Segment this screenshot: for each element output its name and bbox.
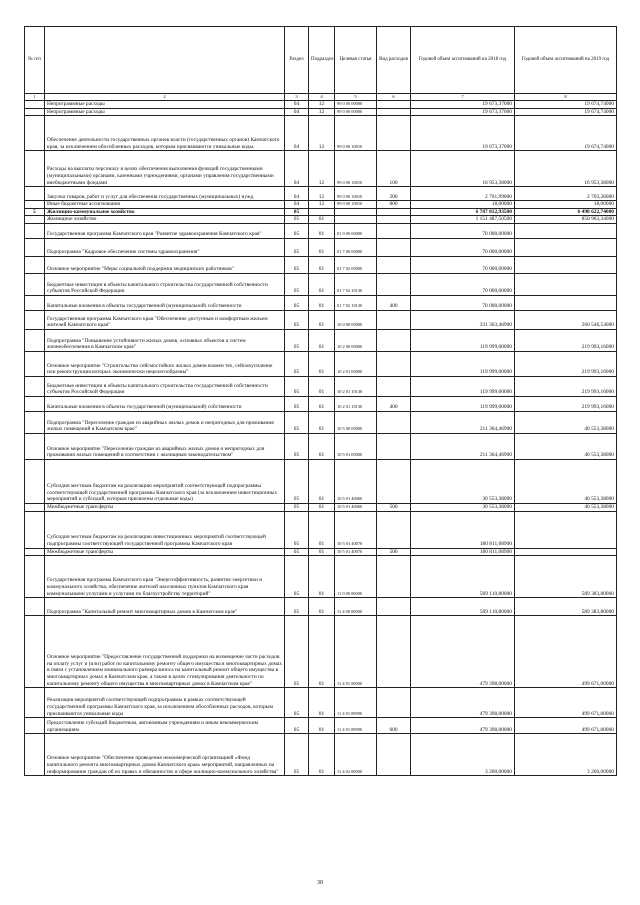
row-target-article: 10 5 01 40060 (335, 459, 377, 503)
row-name: Основное мероприятие "Обеспечение проведения некоммерческой организацией «Фонд капитального ремонта многоквартирных домов Камчатского края» мероприятий, направленных на информирование граждан об их правах и обязанностях в сфере жилищно-коммунального хозяйства" (45, 734, 285, 776)
table-row (25, 616, 617, 688)
row-amount-2019: 219 993,16000 (515, 329, 617, 351)
row-razdel: 04 (285, 151, 309, 187)
row-name: Обеспечение деятельности государственных органов власти (государственных органов) Камчатского края, за исключением обособленных расходов, которым присваиваются уникальные коды. (45, 116, 285, 151)
row-name: Государственная программа Камчатского края "Обеспечение доступным и комфортным жильем жителей Камчатского края" (45, 310, 285, 329)
row-number (25, 459, 45, 503)
table-row (25, 459, 617, 503)
row-razdel: 05 (285, 310, 309, 329)
table-row (25, 598, 617, 616)
row-number (25, 238, 45, 256)
row-amount-2019: 19 674,74000 (515, 108, 617, 116)
row-amount-2018: 479 398,00000 (411, 688, 515, 718)
row-expense-type (377, 216, 411, 224)
row-razdel: 04 (285, 108, 309, 116)
row-target-article: 99 0 00 10010 (335, 201, 377, 209)
column-index: 5 (335, 94, 377, 101)
row-expense-type: 600 (377, 718, 411, 734)
row-amount-2018: 16 953,38000 (411, 151, 515, 187)
row-expense-type (377, 411, 411, 433)
row-expense-type (377, 688, 411, 718)
row-amount-2019: 18,00000 (515, 201, 617, 209)
table-row (25, 151, 617, 187)
row-amount-2018: 569 110,80000 (411, 598, 515, 616)
row-amount-2019 (515, 295, 617, 310)
row-amount-2019: 499 671,00000 (515, 688, 617, 718)
row-amount-2018: 19 673,37000 (411, 101, 515, 109)
header-row (25, 27, 617, 94)
row-number (25, 396, 45, 411)
row-amount-2019: 589 383,80000 (515, 556, 617, 598)
row-expense-type: 800 (377, 201, 411, 209)
table-row (25, 201, 617, 209)
row-razdel: 05 (285, 616, 309, 688)
row-razdel: 05 (285, 734, 309, 776)
row-amount-2018: 6 787 812,93500 (411, 208, 515, 216)
row-amount-2019 (515, 256, 617, 273)
table-row (25, 329, 617, 351)
row-podrazdel: 01 (309, 376, 335, 396)
header-expense-type: Вид расходов (377, 27, 411, 94)
row-amount-2018: 70 000,00000 (411, 295, 515, 310)
row-name: Подпрограмма "Переселение граждан из аварийных жилых домов и непригодных для проживания жилых помещений в Камчатском крае" (45, 411, 285, 433)
row-razdel: 05 (285, 376, 309, 396)
row-number (25, 310, 45, 329)
table-row (25, 310, 617, 329)
row-podrazdel: 01 (309, 598, 335, 616)
row-amount-2018: 331 363,46900 (411, 310, 515, 329)
row-name: Непрограммные расходы (45, 101, 285, 109)
row-target-article: 01 7 02 10130 (335, 295, 377, 310)
row-razdel: 05 (285, 223, 309, 238)
row-name: Межбюджетные трансферты (45, 548, 285, 556)
table-row (25, 208, 617, 216)
row-target-article (335, 208, 377, 216)
table-row (25, 411, 617, 433)
row-razdel: 05 (285, 295, 309, 310)
row-amount-2019: 16 953,38000 (515, 151, 617, 187)
row-amount-2018: 30 553,38000 (411, 459, 515, 503)
row-amount-2019: 19 674,74000 (515, 101, 617, 109)
column-index: 1 (25, 94, 45, 101)
row-target-article: 10 0 00 00000 (335, 310, 377, 329)
row-target-article: 10 5 01 00000 (335, 433, 377, 459)
row-number (25, 273, 45, 295)
column-index: 3 (285, 94, 309, 101)
row-podrazdel: 01 (309, 459, 335, 503)
row-podrazdel: 01 (309, 556, 335, 598)
row-name: Подпрограмма "Кадровое обеспечение системы здравоохранения" (45, 238, 285, 256)
row-razdel: 05 (285, 433, 309, 459)
row-podrazdel: 01 (309, 273, 335, 295)
header-razdel: Раздел (285, 27, 309, 94)
row-podrazdel: 01 (309, 216, 335, 224)
row-podrazdel: 01 (309, 256, 335, 273)
row-razdel: 05 (285, 351, 309, 376)
row-amount-2018: 119 999,00000 (411, 329, 515, 351)
row-expense-type: 500 (377, 548, 411, 556)
table-row (25, 396, 617, 411)
row-podrazdel: 01 (309, 548, 335, 556)
row-number (25, 256, 45, 273)
row-expense-type (377, 310, 411, 329)
row-podrazdel: 12 (309, 101, 335, 109)
row-podrazdel: 12 (309, 187, 335, 201)
row-amount-2019: 499 671,00000 (515, 718, 617, 734)
row-target-article: 10 5 01 40070 (335, 511, 377, 548)
row-name: Государственная программа Камчатского края "Развитие здравоохранения Камчатского края" (45, 223, 285, 238)
row-name: Основное мероприятие "Меры социальной поддержки медицинских работников" (45, 256, 285, 273)
row-podrazdel: 01 (309, 411, 335, 433)
row-name: Основное мероприятие "Строительство сейсмостойких жилых домов взамен тех, сейсмоусиление или реконструкция которых экономически нецелесообразны" (45, 351, 285, 376)
row-expense-type: 500 (377, 503, 411, 511)
row-expense-type: 100 (377, 151, 411, 187)
row-target-article: 99 0 00 10010 (335, 151, 377, 187)
row-amount-2019: 40 553,38000 (515, 433, 617, 459)
row-number: 5 (25, 208, 45, 216)
row-amount-2018: 569 110,80000 (411, 556, 515, 598)
row-amount-2019: 499 671,00000 (515, 616, 617, 688)
row-name: Реализация мероприятий соответствующей подпрограммы в рамках соответствующей государственной программы Камчатского края, за исключением обособленных расходов, которым присваиваются уникальные коды (45, 688, 285, 718)
row-expense-type (377, 459, 411, 503)
row-podrazdel: 01 (309, 396, 335, 411)
row-name: Основное мероприятие "Предоставление государственной поддержки на возмещение части расходов на оплату услуг и (или) работ по капитальному ремонту общего имущества в многоквартирных домах в связи с установлением минимального размера взноса на капитальный ремонт общего имущества в многоквартирных домах в Камчатском крае, а также в целях стимулирования деятельности по капитальному ремонту общего имущества в многоквартирных домах в Камчатском крае" (45, 616, 285, 688)
row-expense-type (377, 101, 411, 109)
row-number (25, 376, 45, 396)
row-razdel: 05 (285, 216, 309, 224)
row-expense-type (377, 616, 411, 688)
row-amount-2018: 19 673,37000 (411, 108, 515, 116)
row-name: Бюджетные инвестиции в объекты капитального строительства государственной собственности субъектов Российской Федерации (45, 273, 285, 295)
row-podrazdel: 12 (309, 201, 335, 209)
row-name: Жилищно-коммунальное хозяйство (45, 208, 285, 216)
row-podrazdel: 12 (309, 108, 335, 116)
row-amount-2018: 119 999,00000 (411, 376, 515, 396)
row-amount-2019 (515, 273, 617, 295)
table-row (25, 101, 617, 109)
row-amount-2018: 30 553,38000 (411, 503, 515, 511)
row-amount-2018: 70 000,00000 (411, 238, 515, 256)
row-amount-2018: 119 999,00000 (411, 396, 515, 411)
row-expense-type (377, 208, 411, 216)
row-podrazdel: 12 (309, 116, 335, 151)
table-row (25, 718, 617, 734)
row-amount-2018: 1 151 487,50500 (411, 216, 515, 224)
row-target-article: 99 0 00 10010 (335, 187, 377, 201)
row-name: Капитальные вложения в объекты государственной (муниципальной) собственности (45, 396, 285, 411)
row-razdel: 05 (285, 548, 309, 556)
table-body (25, 101, 617, 776)
row-razdel: 05 (285, 688, 309, 718)
row-amount-2019 (515, 548, 617, 556)
row-razdel: 05 (285, 718, 309, 734)
row-podrazdel: 01 (309, 511, 335, 548)
table-row (25, 503, 617, 511)
row-amount-2019: 19 674,74000 (515, 116, 617, 151)
row-expense-type (377, 598, 411, 616)
row-expense-type (377, 108, 411, 116)
row-number (25, 433, 45, 459)
row-number (25, 101, 45, 109)
row-expense-type (377, 238, 411, 256)
row-number (25, 556, 45, 598)
row-number (25, 216, 45, 224)
table-row (25, 556, 617, 598)
row-amount-2018: 2 701,99000 (411, 187, 515, 201)
row-name: Субсидии местным бюджетам на реализацию мероприятий соответствующей подпрограммы соответствующей государственной программы Камчатского края (за исключением инвестиционных мероприятий и субсидий, которым присвоены отдельные коды) (45, 459, 285, 503)
row-amount-2018: 211 364,46900 (411, 433, 515, 459)
row-razdel: 05 (285, 503, 309, 511)
row-number (25, 616, 45, 688)
row-expense-type (377, 223, 411, 238)
row-expense-type (377, 511, 411, 548)
row-podrazdel: 01 (309, 433, 335, 459)
row-podrazdel: 01 (309, 616, 335, 688)
row-expense-type (377, 433, 411, 459)
row-number (25, 151, 45, 187)
row-expense-type (377, 351, 411, 376)
row-amount-2018: 70 000,00000 (411, 256, 515, 273)
row-number (25, 548, 45, 556)
row-razdel: 05 (285, 256, 309, 273)
column-index: 8 (515, 94, 617, 101)
row-target-article (335, 216, 377, 224)
row-amount-2018: 119 999,00000 (411, 351, 515, 376)
row-podrazdel: 01 (309, 351, 335, 376)
row-number (25, 223, 45, 238)
row-razdel: 04 (285, 101, 309, 109)
row-amount-2018: 180 811,08900 (411, 511, 515, 548)
row-target-article: 99 0 00 00000 (335, 108, 377, 116)
row-number (25, 295, 45, 310)
row-number (25, 201, 45, 209)
row-amount-2018: 479 398,00000 (411, 718, 515, 734)
row-podrazdel: 01 (309, 295, 335, 310)
row-name: Субсидии местным бюджетам на реализацию инвестиционных мероприятий соответствующей подпрограммы соответствующей государственной программы Камчатского края (45, 511, 285, 548)
row-target-article: 10 5 01 40070 (335, 548, 377, 556)
row-name: Иные бюджетные ассигнования (45, 201, 285, 209)
row-number (25, 108, 45, 116)
row-expense-type: 200 (377, 187, 411, 201)
row-amount-2019: 2 703,36000 (515, 187, 617, 201)
row-target-article: 10 2 01 00000 (335, 351, 377, 376)
row-name: Закупка товаров, работ и услуг для обеспечения государственных (муниципальных) нужд (45, 187, 285, 201)
row-amount-2019: 40 553,38000 (515, 411, 617, 433)
row-name: Государственная программа Камчатского края "Энергоэффективность, развитие энергетики и коммунального хозяйства, обеспечение жителей населенных пунктов Камчатского края коммунальными услугами и услугами по благоустройству территорий" (45, 556, 285, 598)
row-amount-2019: 589 383,80000 (515, 598, 617, 616)
row-amount-2019: 219 993,16000 (515, 396, 617, 411)
table-row (25, 376, 617, 396)
row-number (25, 511, 45, 548)
row-name: Бюджетные инвестиции в объекты капитального строительства государственной собственности субъектов Российской Федерации (45, 376, 285, 396)
row-expense-type (377, 256, 411, 273)
row-name: Непрограммные расходы (45, 108, 285, 116)
row-name: Жилищное хозяйство (45, 216, 285, 224)
row-expense-type: 400 (377, 396, 411, 411)
row-amount-2018: 19 673,37000 (411, 116, 515, 151)
row-target-article: 11 0 00 00000 (335, 556, 377, 598)
row-target-article: 01 7 00 00000 (335, 238, 377, 256)
row-podrazdel: 01 (309, 238, 335, 256)
row-razdel: 05 (285, 329, 309, 351)
row-amount-2018: 70 000,00000 (411, 273, 515, 295)
row-target-article: 10 5 01 40060 (335, 503, 377, 511)
row-amount-2018: 479 398,00000 (411, 616, 515, 688)
row-podrazdel: 01 (309, 688, 335, 718)
table-row (25, 238, 617, 256)
table-row (25, 688, 617, 718)
row-target-article: 11 4 01 09990 (335, 688, 377, 718)
row-amount-2019: 219 993,16000 (515, 351, 617, 376)
row-number (25, 734, 45, 776)
row-target-article: 10 2 00 00000 (335, 329, 377, 351)
row-number (25, 116, 45, 151)
column-index: 4 (309, 94, 335, 101)
row-target-article: 01 7 02 10130 (335, 273, 377, 295)
column-index: 7 (411, 94, 515, 101)
row-amount-2019: 6 498 622,74000 (515, 208, 617, 216)
row-amount-2019: 3 260,00000 (515, 734, 617, 776)
row-target-article: 10 5 00 00000 (335, 411, 377, 433)
column-index: 6 (377, 94, 411, 101)
row-number (25, 503, 45, 511)
row-name: Капитальные вложения в объекты государственной (муниципальной) собственности (45, 295, 285, 310)
row-number (25, 718, 45, 734)
row-name: Подпрограмма "Повышение устойчивости жилых домов, основных объектов и систем жизнеобеспечения в Камчатском крае" (45, 329, 285, 351)
row-name: Межбюджетные трансферты (45, 503, 285, 511)
row-amount-2018: 70 000,00000 (411, 223, 515, 238)
row-razdel: 05 (285, 396, 309, 411)
row-razdel: 05 (285, 511, 309, 548)
table-row (25, 223, 617, 238)
row-expense-type (377, 329, 411, 351)
header-amount-2019: Годовой объем ассигнований на 2019 год (515, 27, 617, 94)
row-target-article: 01 0 00 00000 (335, 223, 377, 238)
row-amount-2018: 3 260,00000 (411, 734, 515, 776)
table-row (25, 108, 617, 116)
row-razdel: 04 (285, 201, 309, 209)
row-target-article: 11 4 01 00000 (335, 616, 377, 688)
row-amount-2019 (515, 223, 617, 238)
row-amount-2019: 850 963,34000 (515, 216, 617, 224)
header-name (45, 27, 285, 94)
row-podrazdel: 01 (309, 329, 335, 351)
row-number (25, 351, 45, 376)
table-row (25, 295, 617, 310)
header-podrazdel: Подраздел (309, 27, 335, 94)
row-name: Расходы на выплаты персоналу в целях обеспечения выполнения функций государственными (муниципальными) органами, казенными учреждениями, органами управления государственными внебюджетными фондами (45, 151, 285, 187)
table-row (25, 511, 617, 548)
row-podrazdel (309, 208, 335, 216)
row-target-article: 11 4 00 00000 (335, 598, 377, 616)
row-number (25, 688, 45, 718)
row-name: Предоставление субсидий бюджетным, автономным учреждениям и иным некоммерческим организациям (45, 718, 285, 734)
row-razdel: 05 (285, 556, 309, 598)
row-amount-2019 (515, 238, 617, 256)
row-razdel: 05 (285, 238, 309, 256)
column-index: 2 (45, 94, 285, 101)
document-page (24, 26, 616, 776)
row-target-article: 01 7 02 00000 (335, 256, 377, 273)
row-razdel: 04 (285, 187, 309, 201)
row-number (25, 329, 45, 351)
row-amount-2018: 18,00000 (411, 201, 515, 209)
row-amount-2018: 211 364,46900 (411, 411, 515, 433)
row-razdel: 05 (285, 598, 309, 616)
row-amount-2019: 40 553,38000 (515, 503, 617, 511)
row-expense-type: 400 (377, 295, 411, 310)
table-row (25, 433, 617, 459)
table-row (25, 548, 617, 556)
budget-table (24, 26, 617, 776)
row-podrazdel: 01 (309, 223, 335, 238)
row-razdel: 05 (285, 411, 309, 433)
row-target-article: 11 4 02 00000 (335, 734, 377, 776)
row-expense-type (377, 273, 411, 295)
row-podrazdel: 01 (309, 310, 335, 329)
row-target-article: 10 2 01 10130 (335, 396, 377, 411)
row-target-article: 99 0 00 10010 (335, 116, 377, 151)
row-target-article: 11 4 01 09990 (335, 718, 377, 734)
row-name: Основное мероприятие "Переселение граждан из аварийных жилых домов и непригодных для проживания жилых помещений в соответствии с жилищным законодательством" (45, 433, 285, 459)
page-number: 30 (317, 880, 323, 886)
row-podrazdel: 01 (309, 503, 335, 511)
table-row (25, 734, 617, 776)
row-amount-2019 (515, 511, 617, 548)
row-target-article: 10 2 01 10130 (335, 376, 377, 396)
row-expense-type (377, 734, 411, 776)
header-num: № п/п (25, 27, 45, 94)
table-row (25, 256, 617, 273)
row-amount-2019: 219 993,16000 (515, 376, 617, 396)
row-number (25, 187, 45, 201)
row-podrazdel: 01 (309, 734, 335, 776)
table-row (25, 351, 617, 376)
row-razdel: 05 (285, 459, 309, 503)
table-row (25, 216, 617, 224)
row-amount-2019: 40 553,38000 (515, 459, 617, 503)
row-expense-type (377, 376, 411, 396)
table-row (25, 273, 617, 295)
table-row (25, 187, 617, 201)
row-amount-2018: 180 811,08900 (411, 548, 515, 556)
header-amount-2018: Годовой объем ассигнований на 2018 год (411, 27, 515, 94)
row-razdel: 05 (285, 208, 309, 216)
row-number (25, 598, 45, 616)
row-expense-type (377, 116, 411, 151)
row-amount-2019: 260 546,54000 (515, 310, 617, 329)
row-razdel: 05 (285, 273, 309, 295)
column-index-row (25, 94, 617, 101)
row-podrazdel: 01 (309, 718, 335, 734)
row-target-article: 99 0 00 00000 (335, 101, 377, 109)
row-number (25, 411, 45, 433)
row-podrazdel: 12 (309, 151, 335, 187)
row-name: Подпрограмма "Капитальный ремонт многоквартирных домов в Камчатском крае" (45, 598, 285, 616)
row-expense-type (377, 556, 411, 598)
table-row (25, 116, 617, 151)
header-target-article: Целевая статья (335, 27, 377, 94)
row-razdel: 04 (285, 116, 309, 151)
